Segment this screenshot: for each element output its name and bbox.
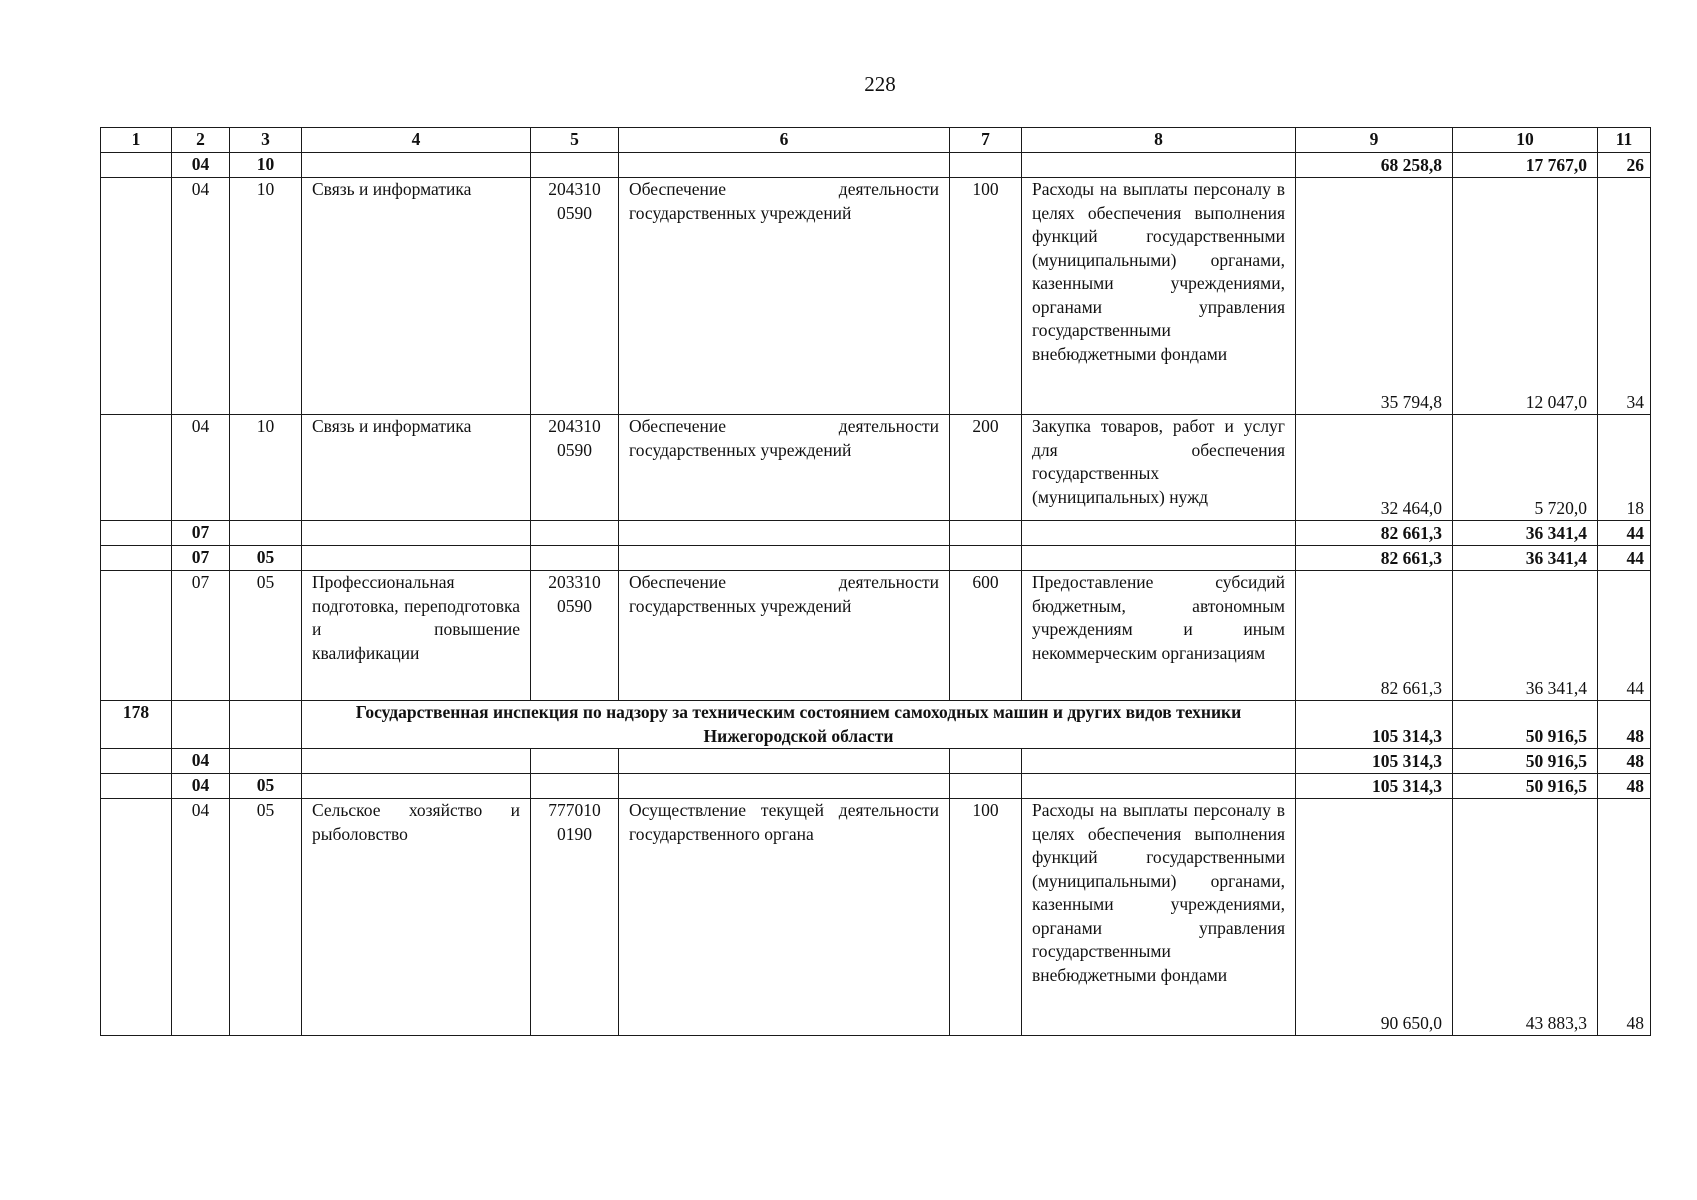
header-cell: 3: [230, 128, 302, 153]
target-article: 204310 0590: [531, 415, 619, 521]
page-number: 228: [864, 72, 896, 96]
expense-type-name: Расходы на выплаты персоналу в целях обеспечения выполнения функций государственными (муниципальными) органами, казенными учреждениями, органами управления государственными внебюджетными фондами: [1022, 178, 1296, 415]
percent: 44: [1598, 546, 1651, 571]
subsection-code: [230, 521, 302, 546]
percent: 48: [1598, 799, 1651, 1036]
expense-type-code: 200: [950, 415, 1022, 521]
budget-table: [100, 127, 1651, 1036]
table-row-detail: [101, 799, 1651, 1036]
table-row-total: [101, 521, 1651, 546]
target-article-name: Обеспечение деятельности государственных учреждений: [619, 178, 950, 415]
amount-actual: 36 341,4: [1453, 521, 1598, 546]
subsection-code: 10: [230, 178, 302, 415]
section-name: Сельское хозяйство и рыболовство: [302, 799, 531, 1036]
target-article-name: Обеспечение деятельности государственных учреждений: [619, 571, 950, 701]
section-code: 04: [172, 415, 230, 521]
subsection-code: 05: [230, 774, 302, 799]
expense-type-name: Расходы на выплаты персоналу в целях обеспечения выполнения функций государственными (муниципальными) органами, казенными учреждениями, органами управления государственными внебюджетными фондами: [1022, 799, 1296, 1036]
section-name: Профессиональная подготовка, переподготовка и повышение квалификации: [302, 571, 531, 701]
amount-actual: 5 720,0: [1453, 415, 1598, 521]
header-cell: 7: [950, 128, 1022, 153]
table-row-organization: [101, 701, 1651, 749]
section-code: 04: [172, 799, 230, 1036]
header-cell: 11: [1598, 128, 1651, 153]
amount-actual: 50 916,5: [1453, 749, 1598, 774]
percent: 18: [1598, 415, 1651, 521]
target-article-name: Обеспечение деятельности государственных учреждений: [619, 415, 950, 521]
header-cell: 5: [531, 128, 619, 153]
amount-plan: 82 661,3: [1296, 521, 1453, 546]
subsection-code: 05: [230, 546, 302, 571]
subsection-code: [230, 749, 302, 774]
header-cell: 8: [1022, 128, 1296, 153]
amount-actual: 43 883,3: [1453, 799, 1598, 1036]
subsection-code: 10: [230, 415, 302, 521]
expense-type-code: 100: [950, 178, 1022, 415]
section-code: 04: [172, 178, 230, 415]
amount-plan: 105 314,3: [1296, 749, 1453, 774]
percent: 48: [1598, 774, 1651, 799]
section-name: Связь и информатика: [302, 178, 531, 415]
percent: 26: [1598, 153, 1651, 178]
table-row-total: [101, 749, 1651, 774]
section-code: 04: [172, 774, 230, 799]
target-article: 777010 0190: [531, 799, 619, 1036]
expense-type-code: 600: [950, 571, 1022, 701]
amount-actual: 36 341,4: [1453, 546, 1598, 571]
subsection-code: 05: [230, 571, 302, 701]
header-cell: 9: [1296, 128, 1453, 153]
amount-actual: 36 341,4: [1453, 571, 1598, 701]
table-row-total: [101, 774, 1651, 799]
header-cell: 6: [619, 128, 950, 153]
amount-plan: 105 314,3: [1296, 774, 1453, 799]
percent: 44: [1598, 571, 1651, 701]
target-article: 203310 0590: [531, 571, 619, 701]
target-article: 204310 0590: [531, 178, 619, 415]
percent: 48: [1598, 749, 1651, 774]
amount-actual: 17 767,0: [1453, 153, 1598, 178]
subsection-code: 05: [230, 799, 302, 1036]
amount-plan: 105 314,3: [1296, 701, 1453, 749]
organization-name: Государственная инспекция по надзору за техническим состоянием самоходных машин и других видов техники Нижегородской области: [302, 701, 1296, 749]
amount-plan: 35 794,8: [1296, 178, 1453, 415]
amount-actual: 50 916,5: [1453, 774, 1598, 799]
amount-plan: 32 464,0: [1296, 415, 1453, 521]
amount-plan: 90 650,0: [1296, 799, 1453, 1036]
section-code: 07: [172, 546, 230, 571]
percent: 44: [1598, 521, 1651, 546]
table-row-total: [101, 546, 1651, 571]
section-code: 04: [172, 749, 230, 774]
percent: 48: [1598, 701, 1651, 749]
expense-type-code: 100: [950, 799, 1022, 1036]
header-cell: 10: [1453, 128, 1598, 153]
expense-type-name: Предоставление субсидий бюджетным, автономным учреждениям и иным некоммерческим организациям: [1022, 571, 1296, 701]
section-code: 07: [172, 521, 230, 546]
section-name: Связь и информатика: [302, 415, 531, 521]
section-code: 04: [172, 153, 230, 178]
table-row-detail: [101, 178, 1651, 415]
header-cell: 1: [101, 128, 172, 153]
section-code: 07: [172, 571, 230, 701]
amount-plan: 82 661,3: [1296, 546, 1453, 571]
amount-actual: 12 047,0: [1453, 178, 1598, 415]
target-article-name: Осуществление текущей деятельности государственного органа: [619, 799, 950, 1036]
amount-plan: 82 661,3: [1296, 571, 1453, 701]
percent: 34: [1598, 178, 1651, 415]
table-header-row: [101, 128, 1651, 153]
ministry-code: 178: [101, 701, 172, 749]
header-cell: 4: [302, 128, 531, 153]
amount-actual: 50 916,5: [1453, 701, 1598, 749]
table-row-total: [101, 153, 1651, 178]
table-row-detail: [101, 415, 1651, 521]
header-cell: 2: [172, 128, 230, 153]
amount-plan: 68 258,8: [1296, 153, 1453, 178]
expense-type-name: Закупка товаров, работ и услуг для обеспечения государственных (муниципальных) нужд: [1022, 415, 1296, 521]
table-row-detail: [101, 571, 1651, 701]
subsection-code: 10: [230, 153, 302, 178]
